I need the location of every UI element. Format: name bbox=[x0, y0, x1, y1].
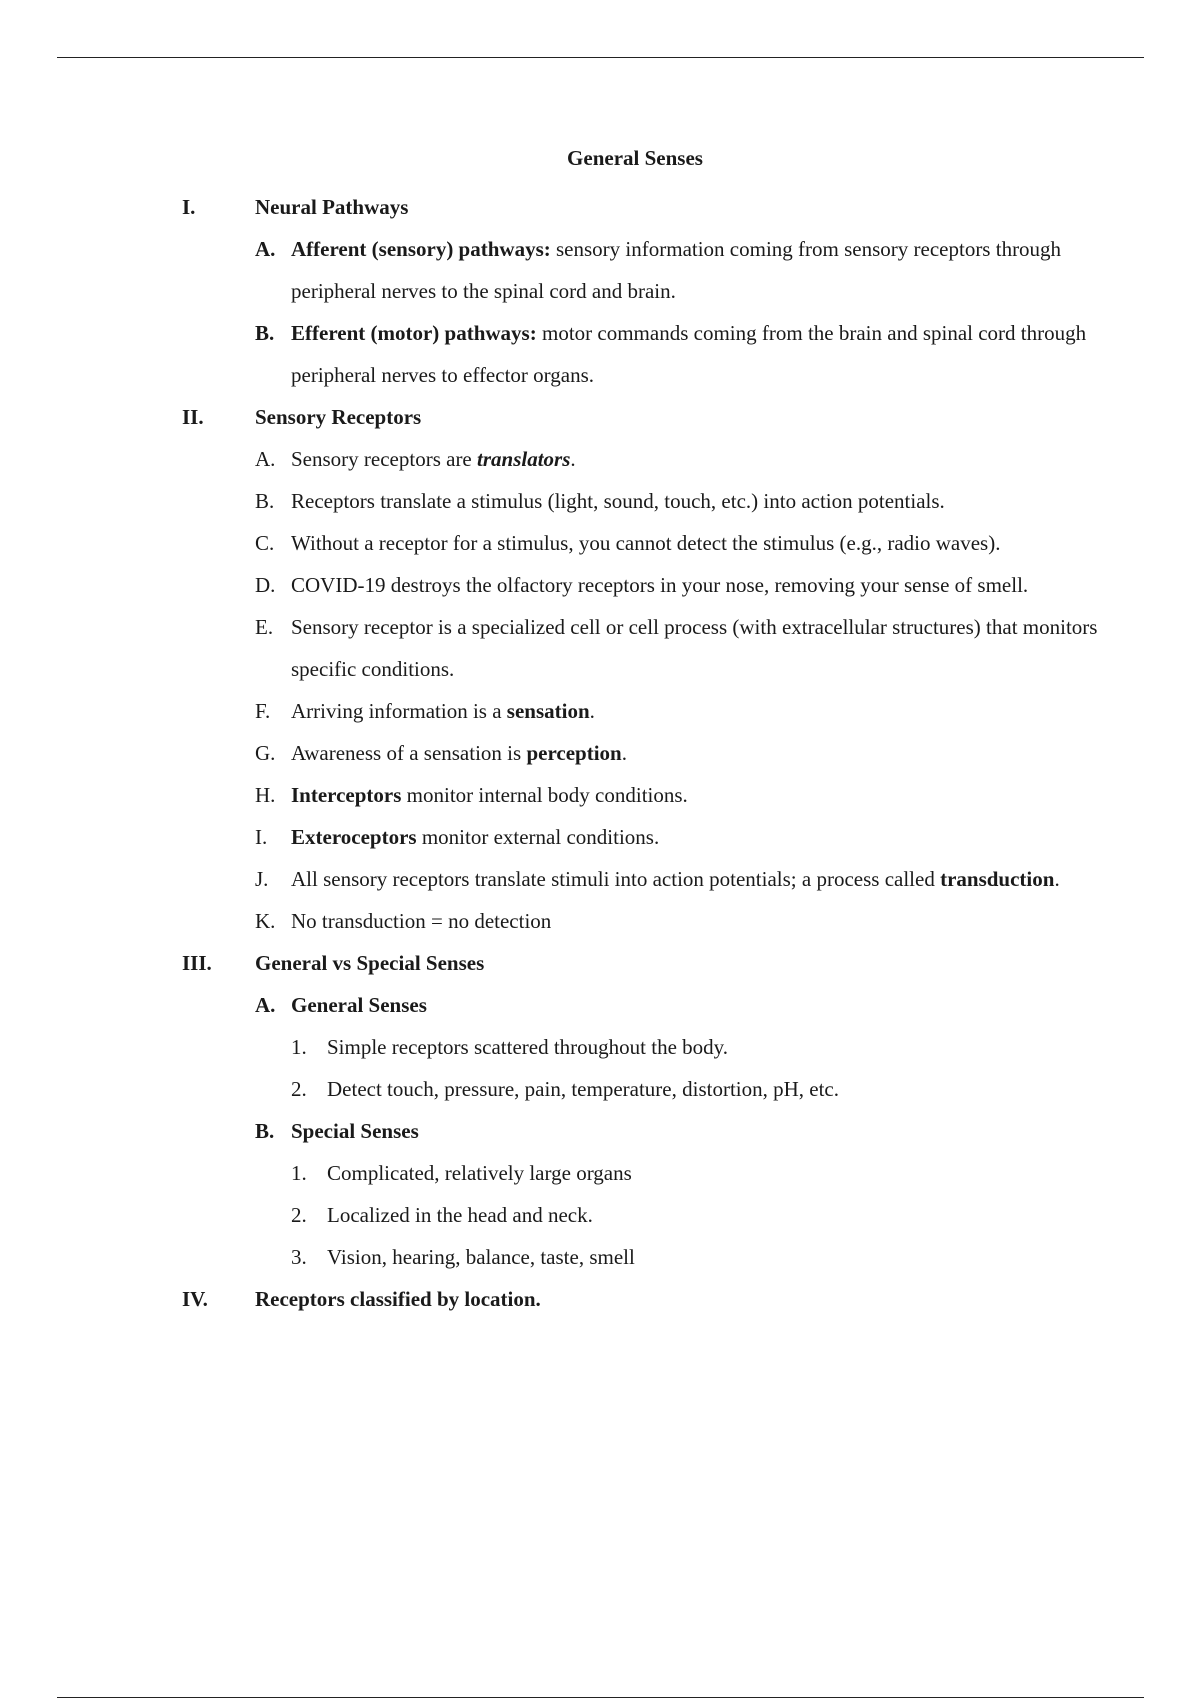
item-text: Complicated, relatively large organs bbox=[327, 1161, 632, 1185]
page-title: General Senses bbox=[567, 146, 703, 170]
item-marker: E. bbox=[255, 615, 274, 639]
term: transduction bbox=[940, 867, 1055, 891]
outline-item bbox=[0, 564, 1200, 606]
item-marker: D. bbox=[255, 573, 276, 597]
numbered-item bbox=[0, 1026, 1200, 1068]
item-marker: 1. bbox=[291, 1035, 307, 1059]
section-marker: I. bbox=[182, 195, 196, 219]
item-marker: B. bbox=[255, 321, 275, 345]
section-heading: General vs Special Senses bbox=[255, 951, 485, 975]
item-text: General Senses bbox=[291, 993, 427, 1017]
item-marker: B. bbox=[255, 1119, 275, 1143]
numbered-item bbox=[0, 1236, 1200, 1278]
outline-item bbox=[0, 690, 1200, 732]
outline-item bbox=[0, 816, 1200, 858]
subsection-heading bbox=[0, 1110, 1200, 1152]
item-text: Efferent (motor) pathways: motor commands coming from the brain and spinal cord through peripheral nerves to effector organs. bbox=[291, 321, 1087, 387]
item-marker: H. bbox=[255, 783, 276, 807]
item-text: All sensory receptors translate stimuli into action potentials; a process called transduction. bbox=[291, 867, 1060, 891]
numbered-item bbox=[0, 1068, 1200, 1110]
item-marker: 1. bbox=[291, 1161, 307, 1185]
item-marker: J. bbox=[255, 867, 269, 891]
item-text: Awareness of a sensation is perception. bbox=[291, 741, 627, 765]
item-text: Sensory receptors are translators. bbox=[291, 447, 576, 471]
outline-item bbox=[0, 606, 1200, 690]
term: Efferent (motor) pathways: bbox=[291, 321, 537, 345]
item-text: Localized in the head and neck. bbox=[327, 1203, 593, 1227]
outline-item bbox=[0, 438, 1200, 480]
item-text: Receptors translate a stimulus (light, sound, touch, etc.) into action potentials. bbox=[291, 489, 945, 513]
outline-item bbox=[0, 480, 1200, 522]
outline-item bbox=[0, 900, 1200, 942]
header-rule bbox=[57, 57, 1144, 58]
item-text: Afferent (sensory) pathways: sensory information coming from sensory receptors through peripheral nerves to the spinal cord and brain. bbox=[291, 237, 1062, 303]
term: Exteroceptors bbox=[291, 825, 417, 849]
item-marker: K. bbox=[255, 909, 276, 933]
section-heading: Sensory Receptors bbox=[255, 405, 422, 429]
section-marker: III. bbox=[182, 951, 212, 975]
section-marker: II. bbox=[182, 405, 204, 429]
item-text: Special Senses bbox=[291, 1119, 419, 1143]
item-marker: 2. bbox=[291, 1203, 307, 1227]
item-marker: B. bbox=[255, 489, 275, 513]
outline-item bbox=[0, 522, 1200, 564]
section-iii bbox=[0, 942, 1200, 984]
item-text: Exteroceptors monitor external conditions. bbox=[291, 825, 660, 849]
item-text: Vision, hearing, balance, taste, smell bbox=[327, 1245, 635, 1269]
item-marker: A. bbox=[255, 447, 276, 471]
item-text: Sensory receptor is a specialized cell or cell process (with extracellular structures) that monitors specific conditions. bbox=[291, 615, 1098, 681]
section-iv bbox=[0, 1278, 1200, 1320]
outline-item bbox=[0, 732, 1200, 774]
item-text: No transduction = no detection bbox=[291, 909, 552, 933]
outline-item bbox=[0, 312, 1200, 396]
term: Afferent (sensory) pathways: bbox=[291, 237, 551, 261]
numbered-item bbox=[0, 1194, 1200, 1236]
term: translators bbox=[477, 447, 571, 471]
footer-rule bbox=[57, 1697, 1144, 1698]
item-marker: G. bbox=[255, 741, 276, 765]
item-marker: I. bbox=[255, 825, 268, 849]
outline-item bbox=[0, 858, 1200, 900]
item-marker: 2. bbox=[291, 1077, 307, 1101]
item-marker: F. bbox=[255, 699, 271, 723]
item-marker: A. bbox=[255, 993, 276, 1017]
item-marker: A. bbox=[255, 237, 276, 261]
item-text: Without a receptor for a stimulus, you cannot detect the stimulus (e.g., radio waves). bbox=[291, 531, 1001, 555]
item-text: Arriving information is a sensation. bbox=[291, 699, 595, 723]
section-ii bbox=[0, 396, 1200, 438]
numbered-item bbox=[0, 1152, 1200, 1194]
term: perception bbox=[526, 741, 622, 765]
item-marker: 3. bbox=[291, 1245, 307, 1269]
section-heading: Receptors classified by location. bbox=[255, 1287, 541, 1311]
item-marker: C. bbox=[255, 531, 275, 555]
item-text: Interceptors monitor internal body conditions. bbox=[291, 783, 688, 807]
outline-item bbox=[0, 774, 1200, 816]
item-text: COVID-19 destroys the olfactory receptors in your nose, removing your sense of smell. bbox=[291, 573, 1029, 597]
outline-item bbox=[0, 228, 1200, 312]
item-text: Simple receptors scattered throughout the body. bbox=[327, 1035, 729, 1059]
section-marker: IV. bbox=[182, 1287, 208, 1311]
section-i bbox=[0, 186, 1200, 228]
outline bbox=[0, 186, 1200, 1320]
subsection-heading bbox=[0, 984, 1200, 1026]
section-heading: Neural Pathways bbox=[255, 195, 409, 219]
item-text: Detect touch, pressure, pain, temperature, distortion, pH, etc. bbox=[327, 1077, 839, 1101]
term: Interceptors bbox=[291, 783, 402, 807]
term: sensation bbox=[506, 699, 590, 723]
